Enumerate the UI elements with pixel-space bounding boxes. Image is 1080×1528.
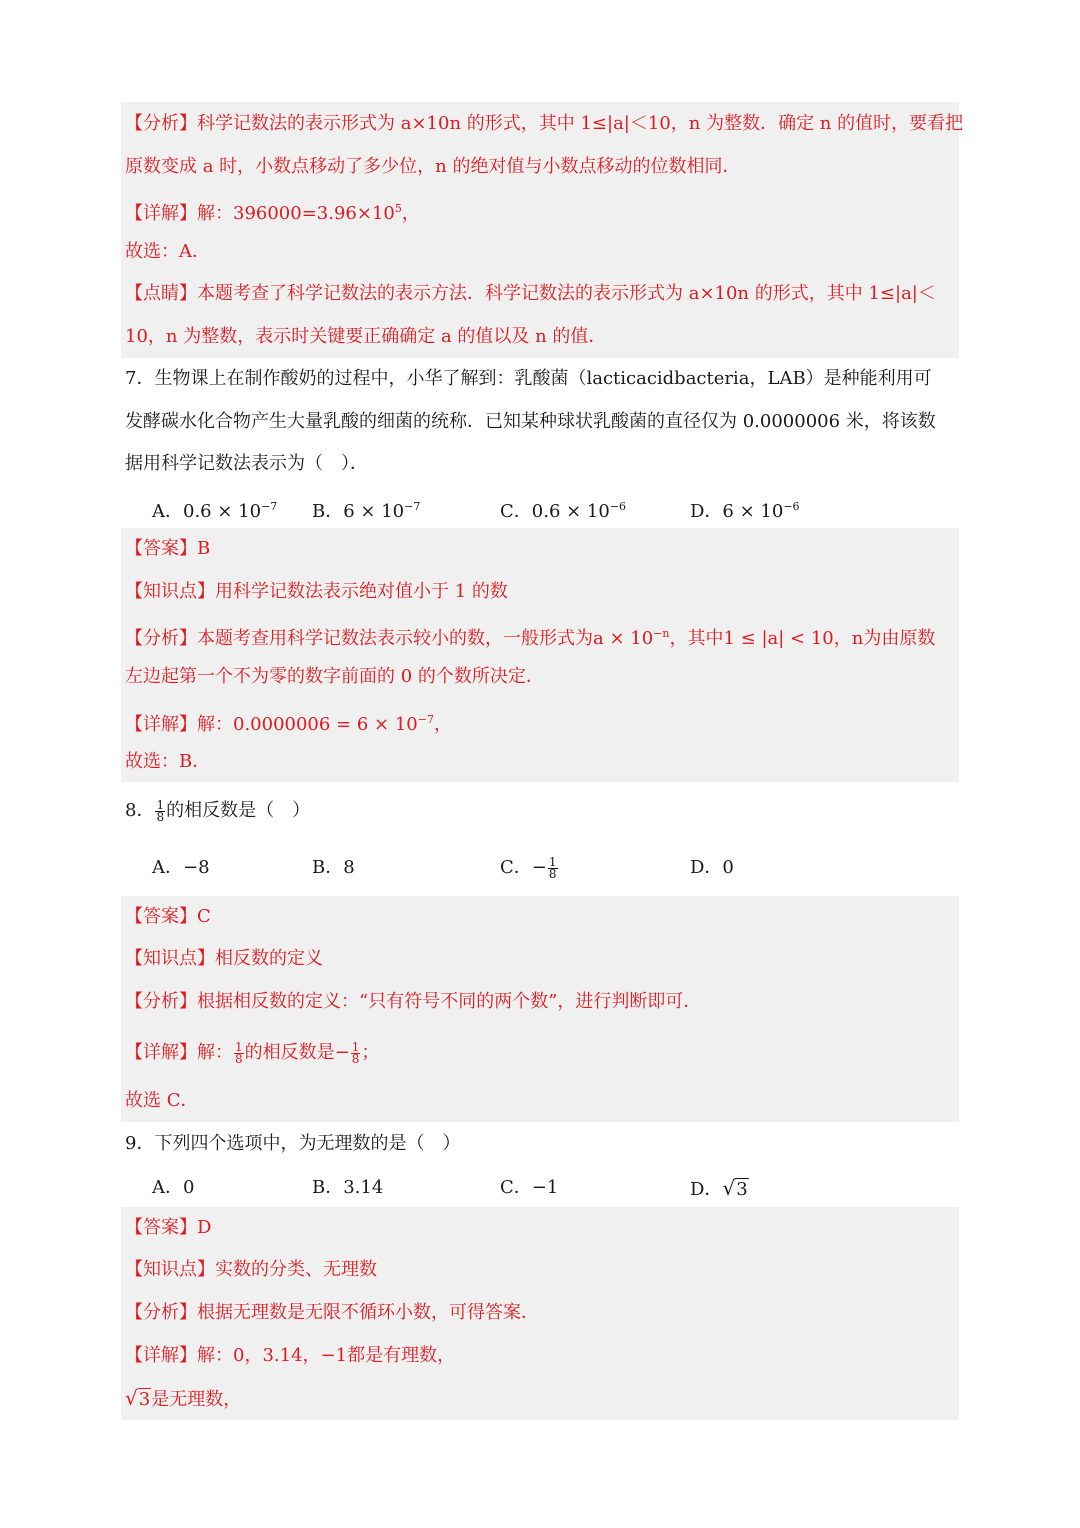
- q9-option-b: B．3.14: [312, 1177, 384, 1198]
- q8-option-d: D．0: [690, 857, 734, 878]
- q7-option-a: A．$0.6 \times 10^{-7}$: [152, 500, 278, 522]
- solution-panel-q6: [121, 102, 959, 358]
- q7-analysis-line-2: 左边起第一个不为零的数字前面的 0 的个数所决定．: [125, 666, 544, 687]
- q8-knowledge: 【知识点】相反数的定义: [125, 948, 323, 969]
- q9-option-c: C．−1: [500, 1177, 559, 1198]
- q7-answer: 【答案】B: [125, 538, 211, 559]
- q9-conclusion: √3是无理数，: [125, 1385, 241, 1413]
- q7-stem-line-3: 据用科学记数法表示为（ ）．: [125, 453, 368, 474]
- q9-stem: 9．下列四个选项中，为无理数的是（ ）: [125, 1133, 461, 1154]
- q7-option-b: B．$6 \times 10^{-7}$: [312, 500, 421, 522]
- q8-option-b: B．8: [312, 857, 355, 878]
- q7-stem-line-1: 7．生物课上在制作酸奶的过程中，小华了解到：乳酸菌（lacticacidbacteria，LAB）是种能利用可: [125, 368, 932, 389]
- q9-knowledge: 【知识点】实数的分类、无理数: [125, 1259, 377, 1280]
- square-root: √3: [125, 1386, 151, 1410]
- q7-stem-line-2: 发酵碳水化合物产生大量乳酸的细菌的统称．已知某种球状乳酸菌的直径仅为 0.0000006 米，将该数: [125, 411, 936, 432]
- q7-analysis-line-1: 【分析】本题考查用科学记数法表示较小的数，一般形式为$a \times 10^{-n}$，其中1 ≤ |a| < 10，n为由原数: [125, 627, 936, 649]
- q7-option-d: D．$6 \times 10^{-6}$: [690, 500, 800, 522]
- q6-analysis-line-1: 【分析】科学记数法的表示形式为 a×10n 的形式，其中 1≤|a|＜10，n 为整数．确定 n 的值时，要看把: [125, 113, 964, 134]
- q9-option-d: D．√3: [690, 1175, 749, 1203]
- solution-panel-q7: [121, 528, 959, 782]
- analysis-label: 【分析】: [125, 113, 197, 134]
- q6-detail: 【详解】解：$396000=3.96\times 10^5$，: [125, 202, 420, 224]
- fraction: $\frac{1}{8}$: [235, 1039, 243, 1066]
- q7-choose: 故选：B．: [125, 751, 211, 772]
- q6-comment-line-1: 【点睛】本题考查了科学记数法的表示方法．科学记数法的表示形式为 a×10n 的形式，其中 1≤|a|＜: [125, 283, 936, 304]
- q9-option-a: A．0: [152, 1177, 195, 1198]
- q9-detail: 【详解】解：0，3.14，−1都是有理数，: [125, 1345, 456, 1366]
- q9-answer: 【答案】D: [125, 1217, 212, 1238]
- q7-option-c: C．$0.6 \times 10^{-6}$: [500, 500, 627, 522]
- q7-detail: 【详解】解：$0.0000006 = 6 \times 10^{-7}$，: [125, 713, 452, 735]
- q8-answer: 【答案】C: [125, 906, 211, 927]
- q9-analysis: 【分析】根据无理数是无限不循环小数，可得答案．: [125, 1302, 539, 1323]
- q6-analysis-line-2: 原数变成 a 时，小数点移动了多少位，n 的绝对值与小数点移动的位数相同．: [125, 156, 741, 177]
- fraction: $\frac{1}{8}$: [351, 1039, 360, 1066]
- q8-detail: 【详解】解： $\frac{1}{8}$ 的相反数是− $\frac{1}{8}$ ；: [125, 1039, 380, 1066]
- q8-choose: 故选 C．: [125, 1090, 199, 1111]
- q8-stem: 8． $\frac{1}{8}$ 的相反数是（ ）: [125, 797, 311, 824]
- fraction: $\frac{1}{8}$: [548, 854, 557, 881]
- q8-option-c: C．− $\frac{1}{8}$: [500, 854, 557, 881]
- square-root: √3: [722, 1176, 748, 1200]
- q6-comment-line-2: 10，n 为整数，表示时关键要正确确定 a 的值以及 n 的值．: [125, 326, 607, 347]
- q6-choose: 故选：A．: [125, 241, 210, 262]
- q7-knowledge: 【知识点】用科学记数法表示绝对值小于 1 的数: [125, 581, 508, 602]
- q8-option-a: A．−8: [152, 857, 210, 878]
- fraction: $\frac{1}{8}$: [156, 797, 165, 824]
- q8-analysis: 【分析】根据相反数的定义：“只有符号不同的两个数”，进行判断即可．: [125, 991, 702, 1012]
